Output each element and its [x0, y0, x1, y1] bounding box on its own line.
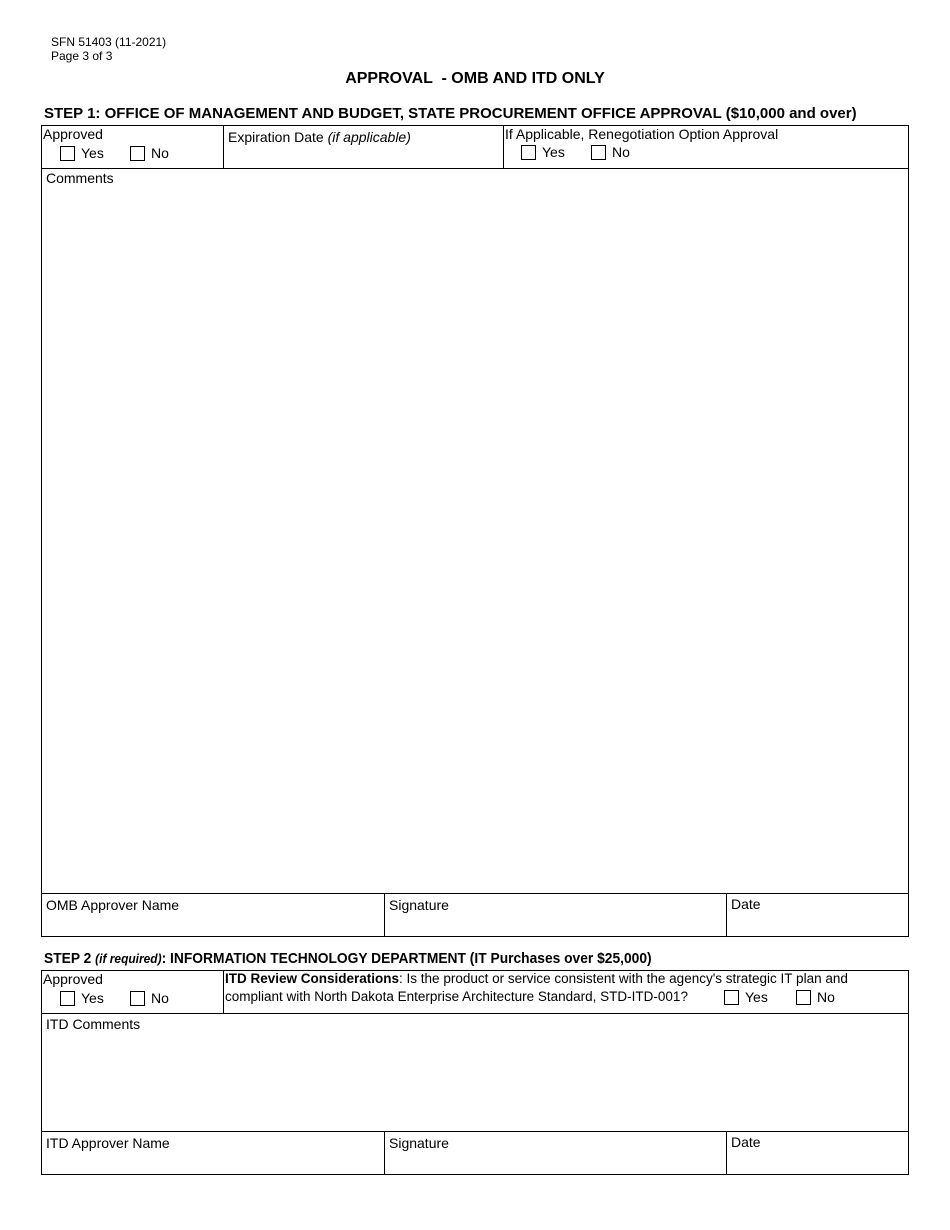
- step2-heading: STEP 2 (if required): INFORMATION TECHNOLOGY DEPARTMENT (IT Purchases over $25,000): [44, 950, 652, 967]
- omb-approved-cell: [41, 125, 224, 169]
- review-text-line1: ITD Review Considerations: Is the product or service consistent with the agency's strategic IT plan and: [225, 971, 848, 986]
- renegotiation-label: If Applicable, Renegotiation Option Approval: [505, 126, 779, 142]
- itd-comments-label: ITD Comments: [46, 1016, 141, 1032]
- step1-heading: STEP 1: OFFICE OF MANAGEMENT AND BUDGET, STATE PROCUREMENT OFFICE APPROVAL ($10,000 and over): [44, 105, 857, 122]
- signature-label: Signature: [389, 897, 449, 913]
- form-id: SFN 51403 (11-2021): [51, 35, 167, 49]
- page-title: APPROVAL - OMB AND ITD ONLY: [345, 70, 605, 87]
- no-label: No: [612, 144, 630, 160]
- itd-approver-name-field[interactable]: [41, 1131, 385, 1175]
- omb-approved-no-checkbox[interactable]: [130, 146, 145, 161]
- page-number: Page 3 of 3: [51, 49, 113, 63]
- approver-name-label: OMB Approver Name: [46, 897, 180, 913]
- renegotiation-no-checkbox[interactable]: [591, 145, 606, 160]
- signature-label: Signature: [389, 1135, 449, 1151]
- expiration-label: Expiration Date: [228, 129, 328, 145]
- itd-approved-cell: [41, 970, 224, 1014]
- expiration-date-field[interactable]: [223, 125, 504, 169]
- comments-label: Comments: [46, 170, 114, 186]
- omb-approver-name-field[interactable]: [41, 893, 385, 937]
- approver-name-label: ITD Approver Name: [46, 1135, 170, 1151]
- omb-approved-yes-checkbox[interactable]: [60, 146, 75, 161]
- itd-review-no-checkbox[interactable]: [796, 990, 811, 1005]
- itd-approved-no-checkbox[interactable]: [130, 991, 145, 1006]
- renegotiation-cell: [503, 125, 909, 169]
- approved-label: Approved: [43, 971, 103, 987]
- renegotiation-yes-checkbox[interactable]: [521, 145, 536, 160]
- date-label: Date: [731, 1134, 761, 1150]
- itd-date-field[interactable]: [726, 1131, 909, 1175]
- review-text-line2: compliant with North Dakota Enterprise Architecture Standard, STD-ITD-001?: [225, 989, 688, 1004]
- date-label: Date: [731, 896, 761, 912]
- form-header-id: [51, 35, 166, 63]
- expiration-hint: (if applicable): [327, 129, 411, 145]
- omb-date-field[interactable]: [726, 893, 909, 937]
- omb-signature-field[interactable]: [384, 893, 727, 937]
- no-label: No: [151, 145, 169, 161]
- itd-comments-field[interactable]: [41, 1013, 909, 1132]
- yes-label: Yes: [81, 990, 104, 1006]
- no-label: No: [151, 990, 169, 1006]
- itd-signature-field[interactable]: [384, 1131, 727, 1175]
- no-label: No: [817, 989, 835, 1005]
- approved-label: Approved: [43, 126, 103, 142]
- yes-label: Yes: [542, 144, 565, 160]
- yes-label: Yes: [81, 145, 104, 161]
- itd-approved-yes-checkbox[interactable]: [60, 991, 75, 1006]
- itd-review-cell: [223, 970, 909, 1014]
- itd-review-yes-checkbox[interactable]: [724, 990, 739, 1005]
- omb-comments-field[interactable]: [41, 168, 909, 894]
- yes-label: Yes: [745, 989, 768, 1005]
